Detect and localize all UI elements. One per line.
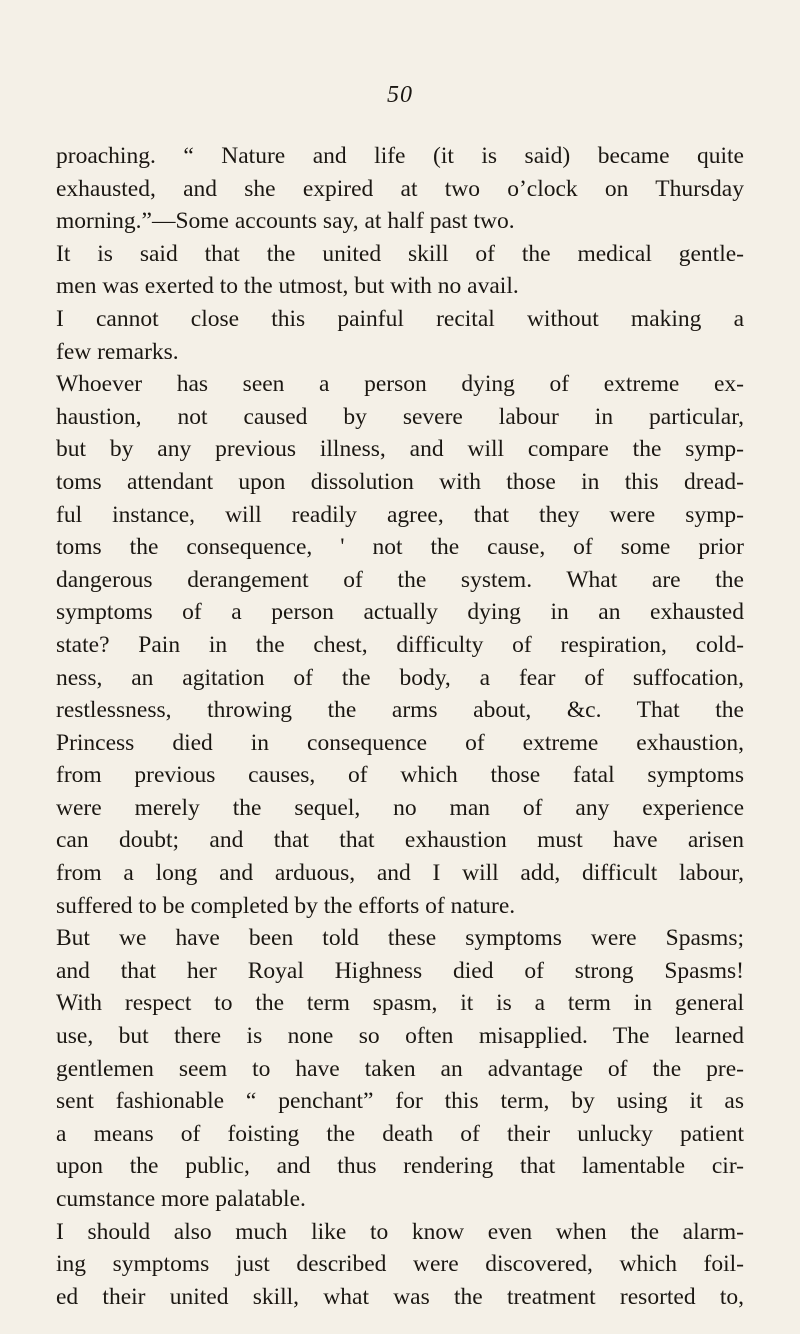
text-line: I should also much like to know even when the alarm- [56,1218,744,1245]
text-line: were merely the sequel, no man of any experience [56,794,744,821]
text-line: haustion, not caused by severe labour in particular, [56,403,744,430]
text-line: toms attendant upon dissolution with those in this dread- [56,468,744,495]
text-line: Whoever has seen a person dying of extreme ex- [56,371,744,398]
text-line: few remarks. [56,338,179,365]
text-line: exhausted, and she expired at two o’clock on Thursday [56,175,744,202]
text-line: but by any previous illness, and will compare the symp- [56,436,744,463]
text-line: suffered to be completed by the efforts of nature. [56,892,516,919]
text-line: use, but there is none so often misapplied. The learned [56,1023,744,1050]
text-line: symptoms of a person actually dying in an exhausted [56,599,744,626]
text-line: men was exerted to the utmost, but with no avail. [56,273,519,300]
text-line: But we have been told these symptoms were Spasms; [56,925,744,952]
text-line: ing symptoms just described were discovered, which foil- [56,1251,744,1278]
body-text [56,140,744,1313]
text-line: proaching. “ Nature and life (it is said) became quite [56,143,744,169]
text-line: ness, an agitation of the body, a fear of suffocation, [56,664,744,691]
text-line: from previous causes, of which those fatal symptoms [56,762,744,789]
text-line: can doubt; and that that exhaustion must have arisen [56,827,744,854]
text-line: ful instance, will readily agree, that they were symp- [56,501,744,528]
text-line: state? Pain in the chest, difficulty of respiration, cold- [56,631,744,658]
text-line: It is said that the united skill of the medical gentle- [56,240,744,267]
text-line: Princess died in consequence of extreme exhaustion, [56,729,744,756]
text-line: a means of foisting the death of their unlucky patient [56,1120,744,1147]
text-line: restlessness, throwing the arms about, &c. That the [56,697,744,724]
text-line: dangerous derangement of the system. What are the [56,566,744,593]
text-line: and that her Royal Highness died of strong Spasms! [56,957,744,984]
text-line: upon the public, and thus rendering that lamentable cir- [56,1153,744,1180]
text-line: sent fashionable “ penchant” for this term, by using it as [56,1088,744,1115]
text-line: toms the consequence, ' not the cause, of some prior [56,534,744,561]
text-line: ed their united skill, what was the treatment resorted to, [56,1283,744,1310]
text-line: I cannot close this painful recital without making a [56,305,744,332]
text-line: gentlemen seem to have taken an advantage of the pre- [56,1055,744,1082]
page-number: 50 [387,82,413,108]
text-line: cumstance more palatable. [56,1186,306,1212]
text-line: morning.”—Some accounts say, at half past two. [56,208,515,235]
text-line: from a long and arduous, and I will add, difficult labour, [56,860,744,887]
text-line: With respect to the term spasm, it is a term in general [56,990,744,1017]
